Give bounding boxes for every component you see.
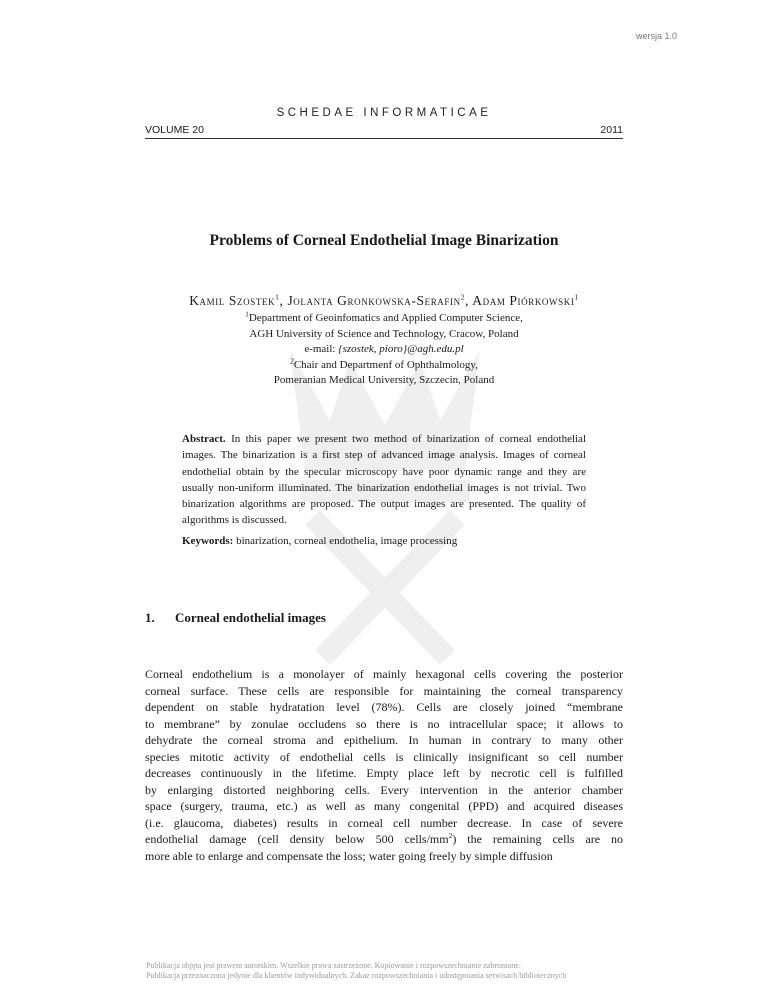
affiliation-line: Chair and Departmenf of Ophthalmology, xyxy=(293,358,478,371)
keywords xyxy=(182,533,586,549)
section-number: 1. xyxy=(145,610,155,625)
body-line xyxy=(145,831,623,848)
keywords-text: binarization, corneal endothelia, image processing xyxy=(236,535,458,547)
section-title: Corneal endothelial images xyxy=(175,610,326,625)
version-label: wersja 1.0 xyxy=(635,31,677,41)
body-line: to membrane” by zonulae occludens so there is no intracellular space; it allows to xyxy=(145,716,623,731)
affiliations xyxy=(0,311,768,389)
copyright-footer xyxy=(146,961,566,981)
journal-name: SCHEDAE INFORMATICAE xyxy=(276,107,492,119)
body-text-fragment: ) the remaining cells are no xyxy=(452,832,623,846)
body-line: corneal surface. These cells are responsible for maintaining the corneal transparency xyxy=(145,683,623,698)
body-line: more able to enlarge and compensate the loss; water going freely by simple diffusion xyxy=(145,848,553,863)
author-list: Kamil Szostek$^1$, Jolanta Gronkowska-Serafin$^2$, Adam Piórkowski$^1$ xyxy=(189,292,579,308)
author-affiliation-mark: 1 xyxy=(574,292,579,302)
affiliation-mark: 2 xyxy=(290,355,294,365)
author-name: Jolanta Gronkowska-Serafin xyxy=(287,293,461,308)
body-line: decreases continuously in the lifetime. Empty place left by necrotic cell is fulfilled xyxy=(145,766,623,780)
affiliation-line: Pomeranian Medical University, Szczecin, Poland xyxy=(273,374,495,386)
body-line: space (surgery, trauma, etc.) as well as many congenital (PPD) and acquired diseases xyxy=(145,799,623,813)
abstract xyxy=(182,431,586,529)
body-paragraph xyxy=(145,666,623,864)
author-name: Adam Piórkowski xyxy=(472,293,575,308)
year-label: 2011 xyxy=(600,124,623,136)
paper-title: Problems of Corneal Endothelial Image Binarization xyxy=(209,232,559,249)
body-line: (i.e. glaucoma, diabetes) results in corneal cell number decrease. In case of severe xyxy=(145,815,623,830)
body-text-fragment: endothelial damage (cell density below 500 cells/mm xyxy=(145,832,449,846)
journal-header-row xyxy=(145,124,623,139)
affiliation-line: Department of Geoinfomatics and Applied Computer Science, xyxy=(248,312,523,324)
superscript: 2 xyxy=(448,831,453,840)
volume-label: VOLUME 20 xyxy=(145,124,204,136)
affiliation-line: AGH University of Science and Technology, Cracow, Poland xyxy=(249,327,519,340)
body-line: species mitotic activity of endothelial cells is clinically insignificant so cell number xyxy=(145,749,623,764)
footer-line: Publikacja przeznaczona jedynie dla klientów indywidualnych. Zakaz rozpowszechniania i udostępniania serwisach bibliotecznych xyxy=(146,971,567,980)
email-address: {szostek, pioro}@agh.edu.pl xyxy=(338,343,464,355)
abstract-text: In this paper we present two method of binarization of corneal endothelial images. The binarization is a first step of advanced image analysis. Images of corneal endothelial obtain by the specular microscopy have poor dynamic range and they are usually non-uniform illuminated. The binarization endothelial images is not trivial. Two binarization algorithms are proposed. The output images are presented. The quality of algorithms is discussed. xyxy=(182,433,586,527)
body-line: dehydrate the corneal stroma and epithelium. In human in contrary to many other xyxy=(145,733,623,747)
body-line: dependent on stable hydratation level (78%). Cells are closely joined “membrane xyxy=(145,700,623,714)
section-heading xyxy=(145,610,326,626)
body-line: by enlarging distorted neighboring cells. Every intervention in the anterior chamber xyxy=(145,782,623,797)
keywords-heading: Keywords: xyxy=(182,535,234,547)
body-line: Corneal endothelium is a monolayer of mainly hexagonal cells covering the posterior xyxy=(145,667,623,681)
author-name: Kamil Szostek xyxy=(189,293,276,308)
abstract-heading: Abstract. xyxy=(182,433,226,445)
author-affiliation-mark: 2 xyxy=(460,292,466,302)
footer-line: Publikacja objęta jest prawem autorskim. Wszelkie prawa zastrzeżone. Kopiowanie i rozpowszechnianie zabronione. xyxy=(146,961,521,970)
affiliation-mark: 1 xyxy=(245,309,249,319)
author-affiliation-mark: 1 xyxy=(275,292,280,302)
email-prefix: e-mail: xyxy=(304,343,339,355)
